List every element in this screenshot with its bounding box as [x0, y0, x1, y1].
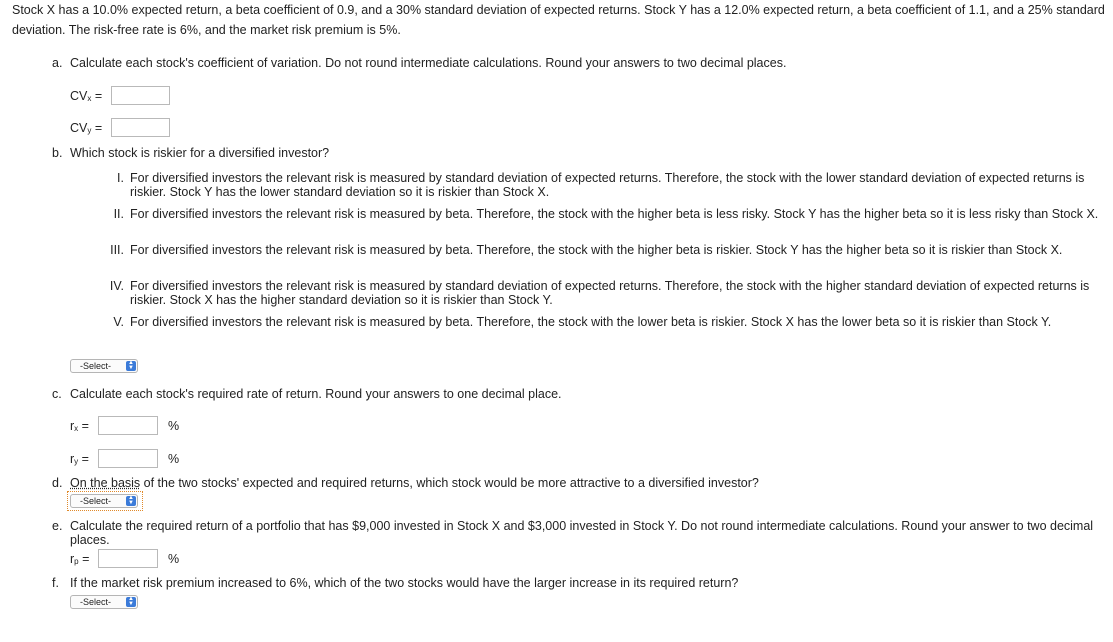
part-a-question: Calculate each stock's coefficient of variation. Do not round intermediate calculations. Round your answers to two decimal places. [70, 56, 787, 70]
ry-label: $r_y$ = [70, 452, 89, 466]
select-value: -Select- [80, 496, 112, 506]
part-b-select[interactable] [70, 359, 138, 373]
option-number: V. [113, 315, 124, 329]
rx-input[interactable] [98, 416, 158, 435]
select-value: -Select- [80, 597, 112, 607]
part-a-label: a. [52, 56, 63, 70]
cvy-input[interactable] [111, 118, 170, 137]
part-e-label: e. [52, 519, 63, 533]
rp-input[interactable] [98, 549, 158, 568]
part-f-select[interactable] [70, 595, 138, 609]
option-text: For diversified investors the relevant risk is measured by standard deviation of expected returns. Therefore, the stock with the higher standard deviation of expected returns is riskier. Stock X has the higher standard deviation so it is riskier than Stock Y. [130, 279, 1090, 307]
cvx-label: $CV_x$ = [70, 89, 103, 103]
option-number: III. [110, 243, 124, 257]
part-f-label: f. [52, 576, 59, 590]
rx-percent: % [168, 419, 180, 433]
ry-input[interactable] [98, 449, 158, 468]
updown-chevron-icon: ▲ ▼ [126, 597, 136, 607]
part-d-label: d. [52, 476, 63, 490]
select-value: -Select- [80, 361, 112, 371]
part-b-question: Which stock is riskier for a diversified investor? [70, 146, 330, 160]
problem-intro: Stock X has a 10.0% expected return, a beta coefficient of 0.9, and a 30% standard deviation of expected returns. Stock Y has a 12.0% expected return, a beta coefficient of 1.1, and a 25% standard deviation. The risk-free rate is 6%, and the market risk premium is 5%. [12, 3, 1105, 37]
part-d-select[interactable] [70, 494, 138, 508]
part-e-question: Calculate the required return of a portfolio that has $9,000 invested in Stock X and $3,000 invested in Stock Y. Do not round intermediate calculations. Round your answer to two decimal places. [70, 519, 1094, 547]
option-number: IV. [109, 279, 124, 293]
rp-percent: % [168, 552, 180, 566]
option-number: II. [113, 207, 124, 221]
option-text: For diversified investors the relevant risk is measured by standard deviation of expected returns. Therefore, the stock with the lower standard deviation of expected returns is riskier. Stock Y has the lower standard deviation so it is riskier than Stock X. [130, 171, 1085, 199]
option-text: For diversified investors the relevant risk is measured by beta. Therefore, the stock with the higher beta is less risky. Stock Y has the higher beta so it is less risky than Stock X. [130, 207, 1099, 221]
rx-label: $r_x$ = [70, 419, 89, 433]
option-number: I. [117, 171, 124, 185]
part-c-question: Calculate each stock's required rate of return. Round your answers to one decimal place. [70, 387, 562, 401]
updown-chevron-icon: ▲ ▼ [126, 361, 136, 371]
ry-percent: % [168, 452, 180, 466]
part-d-question: On the basis of the two stocks' expected and required returns, which stock would be more attractive to a diversified investor? [70, 476, 759, 490]
updown-chevron-icon: ▲ ▼ [126, 496, 136, 506]
option-text: For diversified investors the relevant risk is measured by beta. Therefore, the stock with the higher beta is riskier. Stock Y has the higher beta so it is riskier than Stock X. [130, 243, 1063, 257]
part-b-label: b. [52, 146, 63, 160]
part-f-question: If the market risk premium increased to 6%, which of the two stocks would have the larger increase in its required return? [70, 576, 739, 590]
rp-label: $r_p$ = [70, 552, 90, 566]
cvx-input[interactable] [111, 86, 170, 105]
part-c-label: c. [52, 387, 62, 401]
option-text: For diversified investors the relevant risk is measured by beta. Therefore, the stock with the lower beta is riskier. Stock X has the lower beta so it is riskier than Stock Y. [130, 315, 1052, 329]
cvy-label: $CV_y$ = [70, 121, 103, 135]
